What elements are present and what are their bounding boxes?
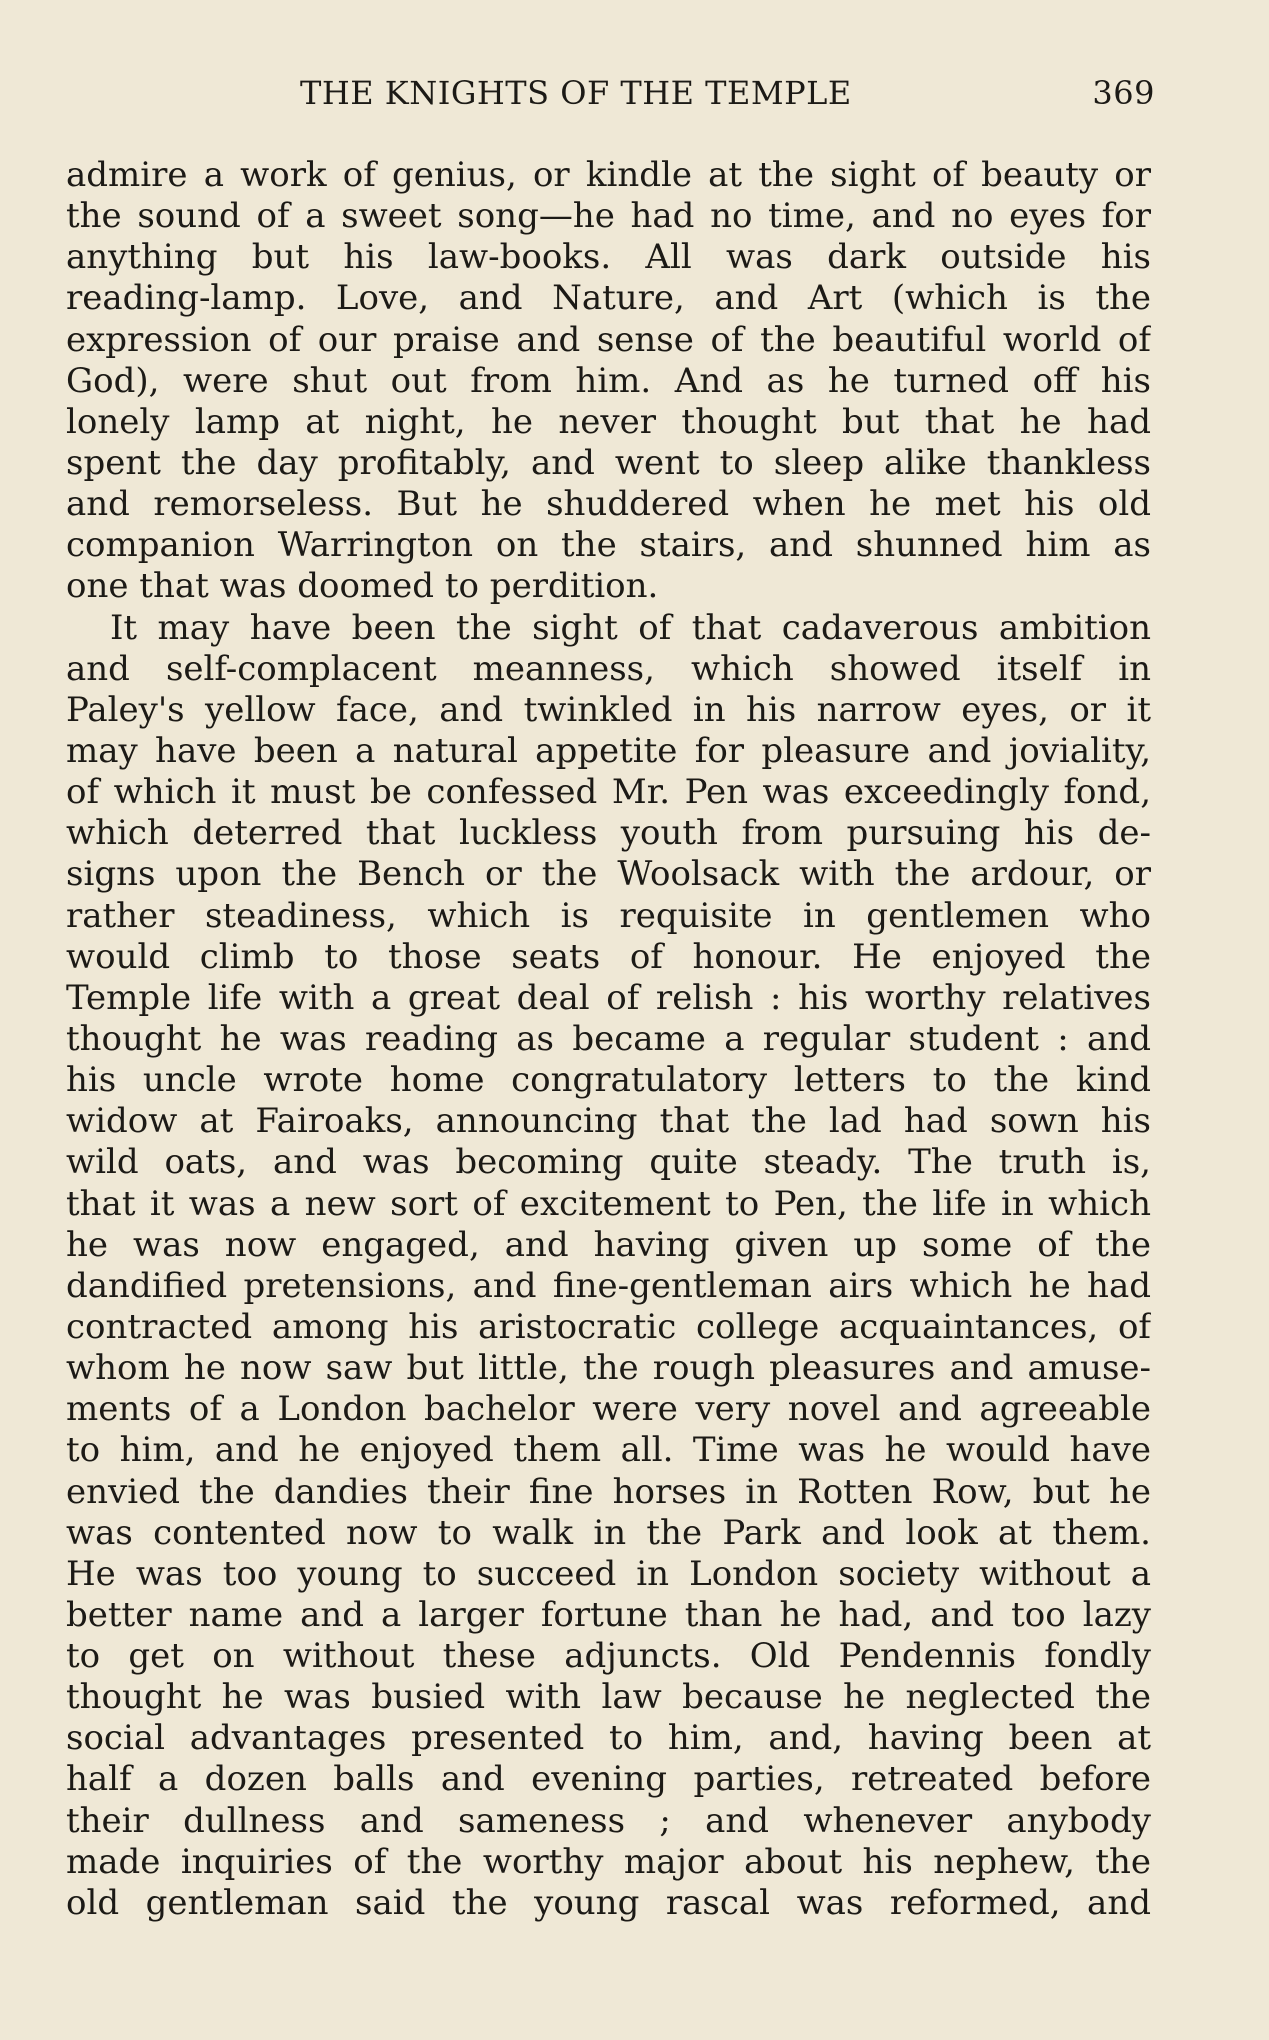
text-line: He was too young to succeed in London society without a <box>66 1553 1151 1594</box>
running-head <box>300 74 1155 122</box>
text-line: rather steadiness, which is requisite in gentlemen who <box>66 895 1151 936</box>
text-line: that it was a new sort of excitement to Pen, the life in which <box>66 1183 1151 1224</box>
text-line: whom he now saw but little, the rough pleasures and amuse- <box>66 1348 1151 1389</box>
page-number: 369 <box>1092 74 1155 112</box>
text-line: to get on without these adjuncts. Old Pendennis fondly <box>66 1636 1151 1677</box>
text-line: he was now engaged, and having given up some of the <box>66 1224 1151 1265</box>
text-line: expression of our praise and sense of the beautiful world of <box>66 319 1151 360</box>
text-line: better name and a larger fortune than he had, and too lazy <box>66 1594 1151 1635</box>
text-line: thought he was reading as became a regular student : and <box>66 1018 1151 1059</box>
text-line: social advantages presented to him, and, having been at <box>66 1718 1151 1759</box>
text-line: spent the day profitably, and went to sleep alike thankless <box>66 442 1151 483</box>
paragraph-start-line: It may have been the sight of that cadaverous ambition <box>110 607 1151 648</box>
text-line: was contented now to walk in the Park and look at them. <box>66 1512 1151 1553</box>
text-line: which deterred that luckless youth from pursuing his de- <box>66 813 1151 854</box>
text-line: their dullness and sameness ; and whenever anybody <box>66 1800 1151 1841</box>
text-line: thought he was busied with law because he neglected the <box>66 1677 1151 1718</box>
text-line: wild oats, and was becoming quite steady. The truth is, <box>66 1142 1151 1183</box>
text-line: contracted among his aristocratic college acquaintances, of <box>66 1306 1151 1347</box>
paragraph-end-line: one that was doomed to perdition. <box>66 566 659 607</box>
text-line: ments of a London bachelor were very novel and agreeable <box>66 1389 1151 1430</box>
text-line: widow at Fairoaks, announcing that the lad had sown his <box>66 1101 1151 1142</box>
body-text <box>66 155 1151 1924</box>
text-line: of which it must be confessed Mr. Pen was exceedingly fond, <box>66 772 1151 813</box>
text-line: the sound of a sweet song—he had no time, and no eyes for <box>66 196 1151 237</box>
text-line: companion Warrington on the stairs, and shunned him as <box>66 525 1151 566</box>
text-line: old gentleman said the young rascal was reformed, and <box>66 1882 1151 1923</box>
text-line: anything but his law-books. All was dark outside his <box>66 237 1151 278</box>
text-line: envied the dandies their fine horses in Rotten Row, but he <box>66 1471 1151 1512</box>
text-line: admire a work of genius, or kindle at the sight of beauty or <box>66 155 1151 195</box>
text-line: and self-complacent meanness, which showed itself in <box>66 648 1151 689</box>
text-line: half a dozen balls and evening parties, retreated before <box>66 1759 1151 1800</box>
text-line: dandified pretensions, and fine-gentleman airs which he had <box>66 1265 1151 1306</box>
text-line: Temple life with a great deal of relish : his worthy relatives <box>66 977 1151 1018</box>
text-line: God), were shut out from him. And as he turned off his <box>66 360 1151 401</box>
text-line: his uncle wrote home congratulatory letters to the kind <box>66 1060 1151 1101</box>
text-line: made inquiries of the worthy major about his nephew, the <box>66 1841 1151 1882</box>
text-line: reading-lamp. Love, and Nature, and Art (which is the <box>66 278 1151 319</box>
text-line: signs upon the Bench or the Woolsack with the ardour, or <box>66 854 1151 895</box>
text-line: would climb to those seats of honour. He enjoyed the <box>66 936 1151 977</box>
text-line: to him, and he enjoyed them all. Time was he would have <box>66 1430 1151 1471</box>
text-line: may have been a natural appetite for pleasure and joviality, <box>66 730 1151 771</box>
text-line: Paley's yellow face, and twinkled in his narrow eyes, or it <box>66 689 1151 730</box>
text-line: and remorseless. But he shuddered when he met his old <box>66 484 1151 525</box>
text-line: lonely lamp at night, he never thought but that he had <box>66 401 1151 442</box>
running-title: THE KNIGHTS OF THE TEMPLE <box>300 74 852 112</box>
